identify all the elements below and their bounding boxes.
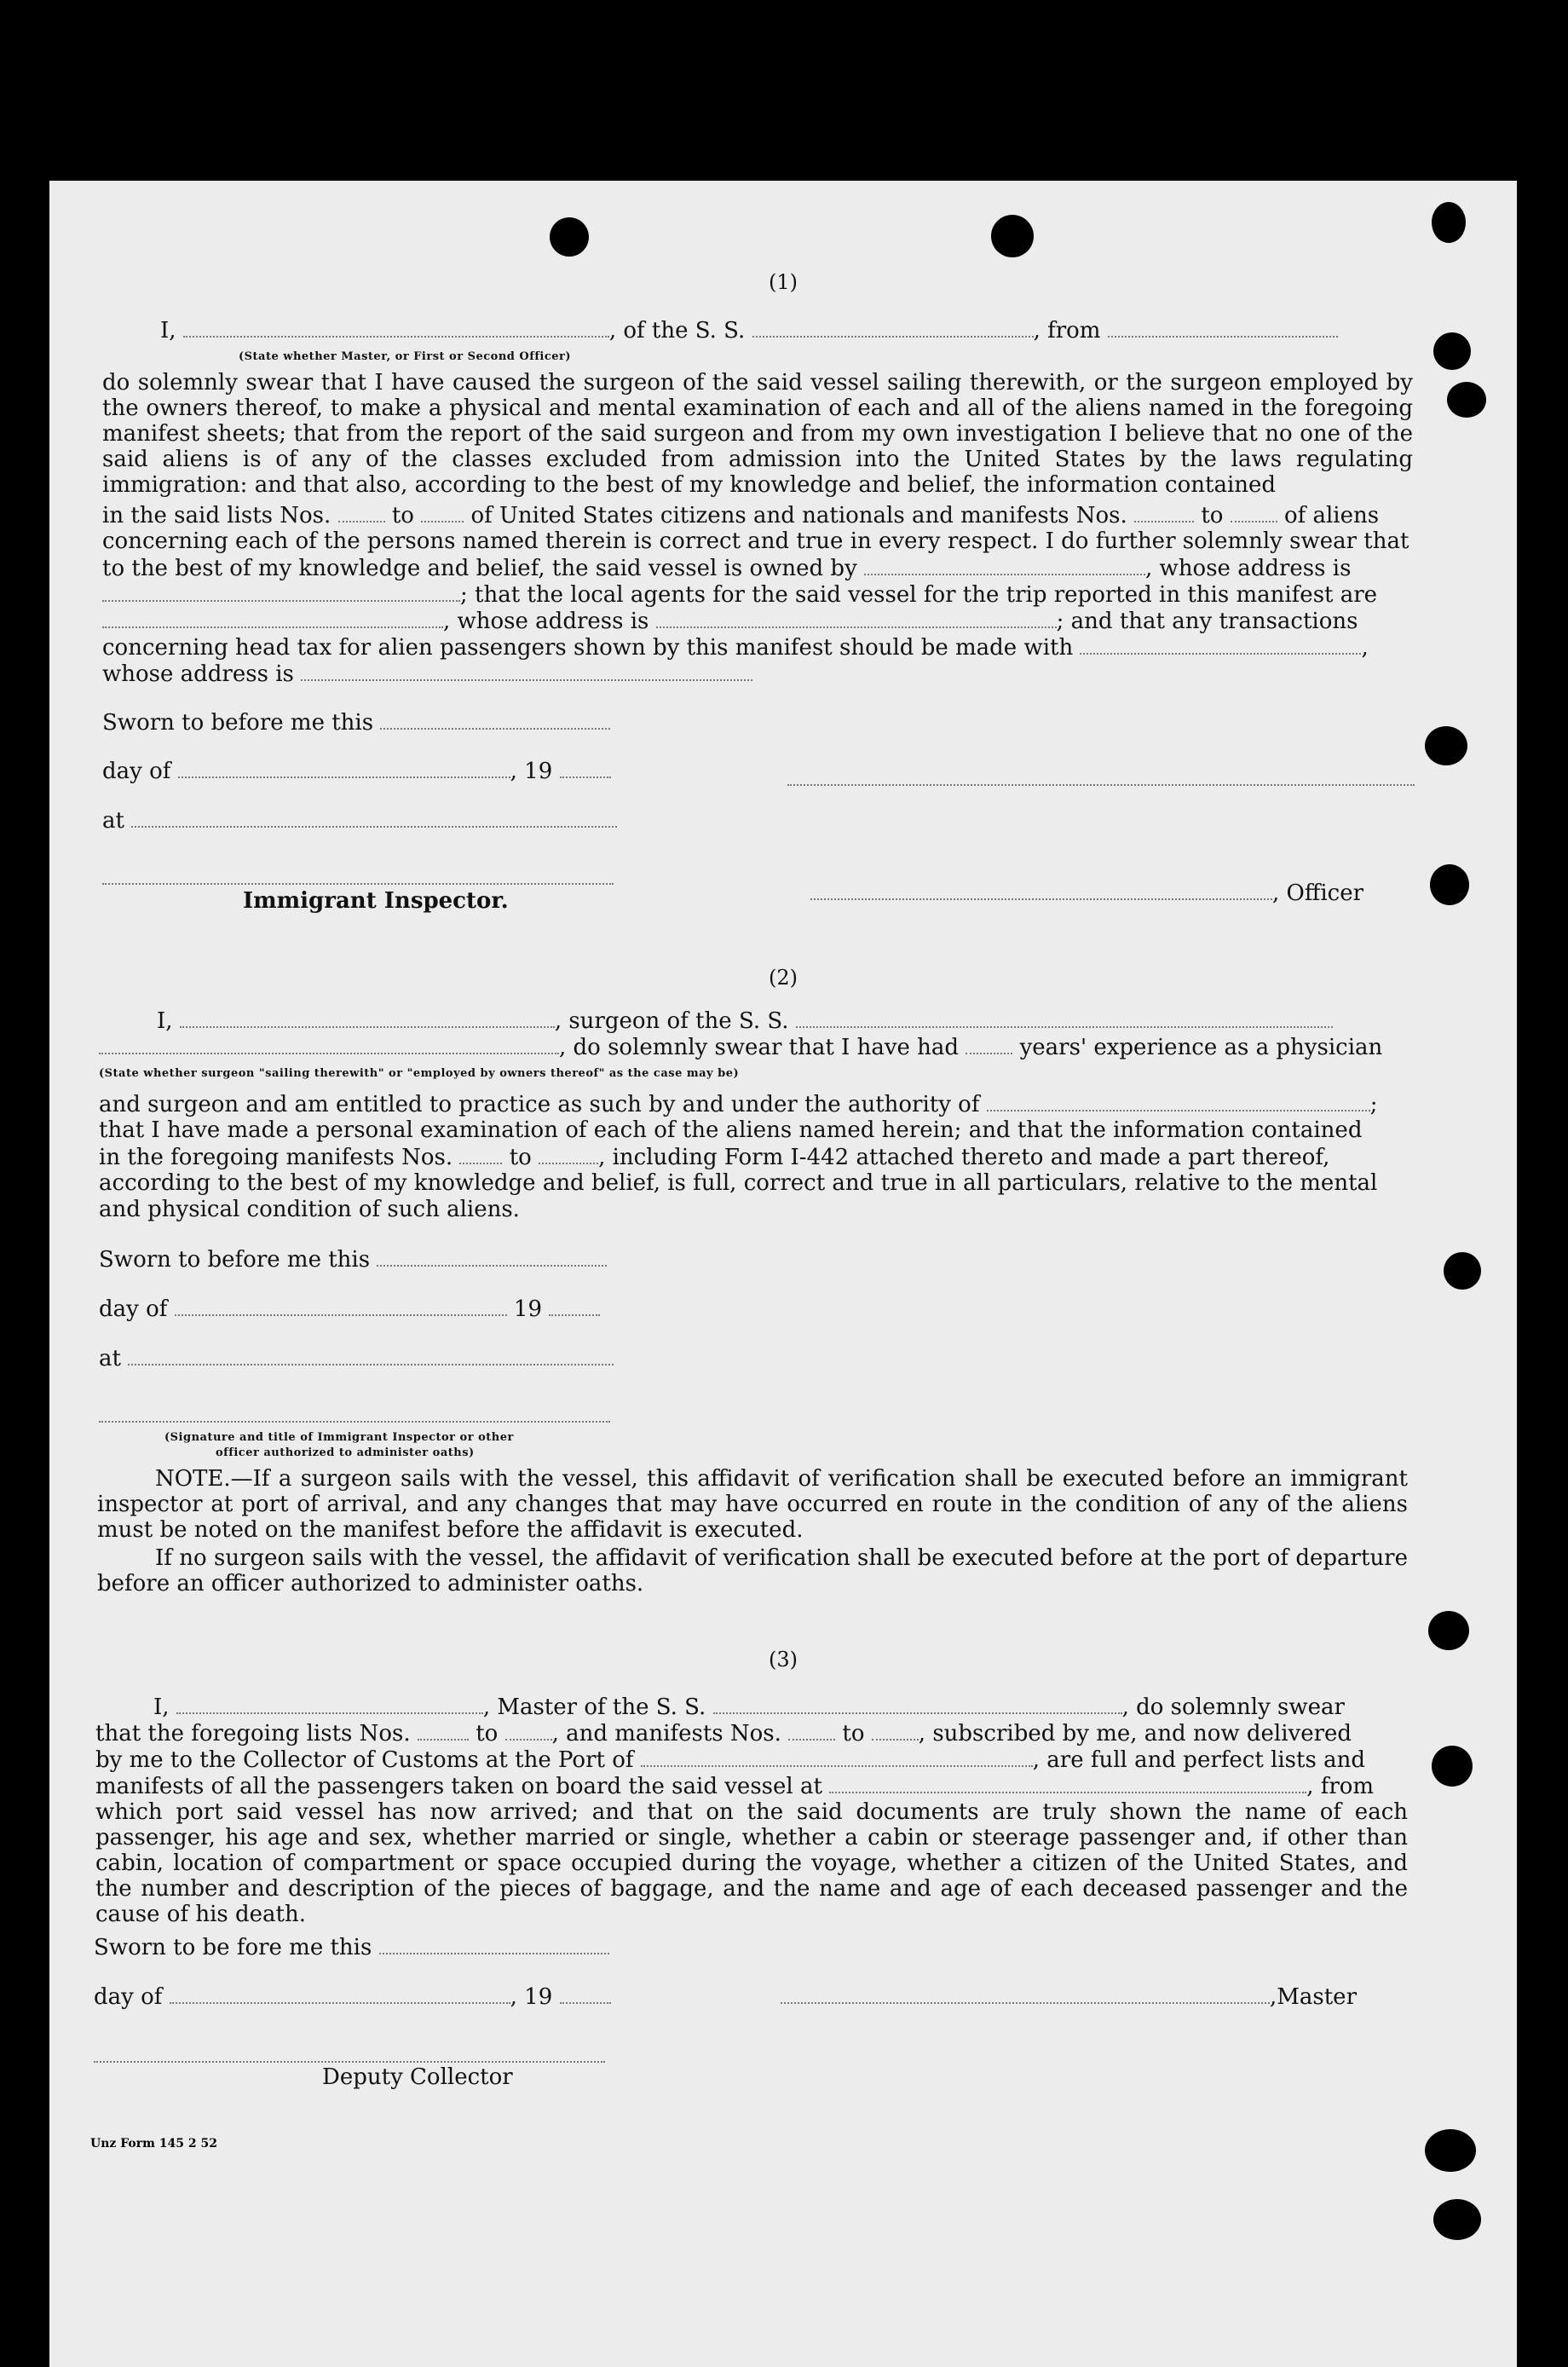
exam-line: that I have made a personal examination of each of the aliens named herein; and that the information contained xyxy=(99,1117,1363,1143)
master-vessel-field[interactable] xyxy=(713,1694,1122,1714)
comma: , xyxy=(1361,635,1369,661)
inspector-signature-line[interactable] xyxy=(102,881,614,885)
manifests-to-field[interactable] xyxy=(872,1720,919,1741)
years-label: years' experience as a physician xyxy=(1019,1035,1383,1060)
practice-line xyxy=(99,1091,1378,1117)
oath-paragraph: do solemnly swear that I have caused the surgeon of the said vessel sailing therewith, or the surgeon employed by the owners thereof, to make a physical and mental examination of each and all of the aliens named in the foregoing manifest sheets; that from the report of the said surgeon and from my own investigation I believe that no one of the said aliens is of any of the classes excluded from admission into the United States by the laws regulating immigration: and that also, according to the best of my knowledge and belief, the information contained xyxy=(102,370,1413,498)
sworn-label: Sworn to be fore me this xyxy=(94,1935,372,1960)
owner-line xyxy=(102,555,1351,581)
manifests-line xyxy=(99,1144,1329,1170)
officer-label: , Officer xyxy=(1272,880,1364,906)
headtax-address-field[interactable] xyxy=(301,661,752,681)
headtax-field[interactable] xyxy=(1080,634,1361,655)
sworn-day-field[interactable] xyxy=(380,709,610,730)
owner-field[interactable] xyxy=(864,555,1145,575)
transactions-label: ; and that any transactions xyxy=(1056,609,1358,634)
master-paragraph: which port said vessel has now arrived; and that on the said documents are truly shown the name of each passenger, his age and sex, whether married or single, whether a cabin or steerage passenger and, if other than cabin, location of compartment or space occupied during the voyage, whether a citizen of the United States, and the number and description of the pieces of baggage, and the name and age of each deceased passenger and the cause of his death. xyxy=(95,1799,1408,1927)
at-label: at xyxy=(99,1346,121,1371)
day-line xyxy=(102,758,611,784)
month-field[interactable] xyxy=(170,1983,510,2004)
master-sign-line xyxy=(781,1983,1357,2010)
officer-line xyxy=(160,317,1338,344)
year-field[interactable] xyxy=(560,1983,611,2004)
master-name-field[interactable] xyxy=(176,1694,483,1714)
citizens-label: of United States citizens and nationals and manifests Nos. xyxy=(470,503,1127,528)
form-number: Unz Form 145 2 52 xyxy=(90,2137,217,2151)
form-sheet xyxy=(49,181,1517,2367)
officer-title-field[interactable] xyxy=(810,880,1272,900)
year-label: 19 xyxy=(513,1296,542,1322)
label-from: , from xyxy=(1033,318,1101,344)
label-i: I, xyxy=(160,318,176,344)
day-of-label: day of xyxy=(102,759,171,784)
to-label: to xyxy=(509,1145,532,1170)
owner-address-field[interactable] xyxy=(102,581,460,602)
lists-to-field[interactable] xyxy=(421,502,464,522)
month-field[interactable] xyxy=(178,758,510,778)
at-label: at xyxy=(102,808,124,834)
manifests-line xyxy=(95,1773,1374,1799)
deputy-label: Deputy Collector xyxy=(322,2064,513,2090)
day-line xyxy=(94,1983,611,2010)
from-port-field[interactable] xyxy=(1108,317,1338,338)
year-field[interactable] xyxy=(549,1296,600,1316)
signature-line[interactable] xyxy=(99,1419,610,1423)
agents-label: ; that the local agents for the said vessel for the trip reported in this manifest are xyxy=(460,582,1378,608)
according-line: according to the best of my knowledge and belief, is full, correct and true in all particulars, relative to the mental xyxy=(99,1170,1378,1196)
surgeon-vessel-field[interactable] xyxy=(796,1007,1333,1028)
form-label: , including Form I-442 attached thereto and made a part thereof, xyxy=(598,1145,1330,1170)
semicolon: ; xyxy=(1369,1092,1378,1117)
master-label: ,Master xyxy=(1270,1984,1357,2010)
surgeon-line xyxy=(157,1007,1333,1034)
whose-address-line xyxy=(102,661,752,687)
manifests-from-field[interactable] xyxy=(459,1144,502,1164)
manifests-label: manifests of all the passengers taken on board the said vessel at xyxy=(95,1774,822,1799)
manifests-to-field[interactable] xyxy=(1231,502,1277,522)
manifests-from-field[interactable] xyxy=(1134,502,1194,522)
sworn-line xyxy=(94,1934,609,1960)
sworn-day-field[interactable] xyxy=(379,1934,609,1954)
section-number: (1) xyxy=(769,270,798,294)
year-label: , 19 xyxy=(510,1984,553,2010)
sworn-day-field[interactable] xyxy=(377,1246,607,1267)
authority-field[interactable] xyxy=(987,1091,1370,1111)
manifests-to-field[interactable] xyxy=(539,1144,598,1164)
inspector-label: Immigrant Inspector. xyxy=(243,888,509,914)
practice-label: and surgeon and am entitled to practice as such by and under the authority of xyxy=(99,1092,980,1117)
swear-label: , do solemnly swear xyxy=(1121,1694,1345,1720)
officer-caption: (State whether Master, or First or Second Officer) xyxy=(239,350,572,363)
lists-to-field[interactable] xyxy=(505,1720,552,1741)
to-label: to xyxy=(842,1721,865,1746)
to-label: to xyxy=(391,503,414,528)
from-label: , from xyxy=(1306,1774,1375,1799)
address-label: , whose address is xyxy=(1145,556,1352,581)
address-label: , whose address is xyxy=(443,609,649,634)
agents-field[interactable] xyxy=(102,608,443,628)
surgeon-caption: (State whether surgeon "sailing therewith" or "employed by owners thereof" as the case may be) xyxy=(99,1067,740,1080)
vessel-name-field[interactable] xyxy=(752,317,1034,338)
at-place-field[interactable] xyxy=(128,1345,614,1365)
master-of-label: , Master of the S. S. xyxy=(482,1694,706,1720)
label-i: I, xyxy=(153,1694,170,1720)
lists-label: in the said lists Nos. xyxy=(102,503,331,528)
master-line xyxy=(153,1694,1345,1720)
swear-label: , do solemnly swear that I have had xyxy=(559,1035,960,1060)
to-label: to xyxy=(476,1721,499,1746)
port-label: by me to the Collector of Customs at the Port of xyxy=(95,1747,634,1773)
note-paragraph-2: If no surgeon sails with the vessel, the affidavit of verification shall be executed before at the port of departure before an officer authorized to administer oaths. xyxy=(97,1545,1408,1596)
at-line xyxy=(102,807,617,834)
label-of-ss: , of the S. S. xyxy=(608,318,746,344)
surgeon-of-label: , surgeon of the S. S. xyxy=(554,1008,789,1034)
officer-line xyxy=(810,880,1363,906)
owned-by-label: to the best of my knowledge and belief, the said vessel is owned by xyxy=(102,556,857,581)
sworn-line xyxy=(99,1246,607,1273)
manifests-label: in the foregoing manifests Nos. xyxy=(99,1145,453,1170)
at-line xyxy=(99,1345,614,1371)
delivered-label: , subscribed by me, and now delivered xyxy=(918,1721,1352,1746)
master-signature-field[interactable] xyxy=(781,1983,1270,2004)
lists-line xyxy=(102,502,1379,528)
at-place-field[interactable] xyxy=(131,807,617,828)
to-label: to xyxy=(1201,503,1224,528)
year-label: , 19 xyxy=(510,759,553,784)
signature-caption-2: officer authorized to administer oaths) xyxy=(216,1446,475,1459)
sworn-label: Sworn to before me this xyxy=(102,710,374,736)
day-line xyxy=(99,1296,600,1322)
surgeon-name-field[interactable] xyxy=(180,1007,555,1028)
lists-from-field[interactable] xyxy=(418,1720,469,1741)
whose-address-label: whose address is xyxy=(102,661,294,687)
perfect-lists-label: , are full and perfect lists and xyxy=(1032,1747,1365,1773)
year-field[interactable] xyxy=(560,758,611,778)
agents-address-field[interactable] xyxy=(656,608,1057,628)
officer-signature-line[interactable] xyxy=(787,782,1415,786)
lists-line xyxy=(95,1720,1352,1746)
lists-label: that the foregoing lists Nos. xyxy=(95,1721,411,1746)
aliens-label: of aliens xyxy=(1283,503,1380,528)
section-number: (2) xyxy=(769,966,798,990)
deputy-signature-line[interactable] xyxy=(94,2059,605,2063)
manifests-label: , and manifests Nos. xyxy=(551,1721,781,1746)
physical-line: and physical condition of such aliens. xyxy=(99,1197,520,1222)
sworn-label: Sworn to before me this xyxy=(99,1247,371,1273)
note-paragraph-1: NOTE.—If a surgeon sails with the vessel, this affidavit of verification shall be executed before an immigrant inspector at port of arrival, and any changes that may have occurred en route in the condition of any of the aliens must be noted on the manifest before the affidavit is executed. xyxy=(97,1466,1408,1543)
agents-line xyxy=(102,581,1377,608)
month-field[interactable] xyxy=(175,1296,507,1316)
boarding-port-field[interactable] xyxy=(829,1773,1306,1793)
experience-line xyxy=(99,1034,1382,1060)
signature-caption-1: (Signature and title of Immigrant Inspector or other xyxy=(164,1431,514,1444)
years-field[interactable] xyxy=(966,1034,1012,1054)
officer-name-field[interactable] xyxy=(183,317,609,338)
day-of-label: day of xyxy=(99,1296,168,1322)
port-line xyxy=(95,1746,1365,1773)
lists-from-field[interactable] xyxy=(338,502,385,522)
manifests-from-field[interactable] xyxy=(788,1720,835,1741)
headtax-line xyxy=(102,634,1369,661)
section-number: (3) xyxy=(769,1648,798,1671)
paragraph-mid: concerning each of the persons named therein is correct and true in every respect. I do further solemnly swear that xyxy=(102,528,1409,554)
headtax-label: concerning head tax for alien passengers shown by this manifest should be made with xyxy=(102,635,1074,661)
day-of-label: day of xyxy=(94,1984,163,2010)
port-field[interactable] xyxy=(641,1746,1033,1767)
agents-address-line xyxy=(102,608,1358,634)
label-i: I, xyxy=(157,1008,173,1034)
surgeon-status-field[interactable] xyxy=(99,1034,559,1054)
sworn-line xyxy=(102,709,610,736)
